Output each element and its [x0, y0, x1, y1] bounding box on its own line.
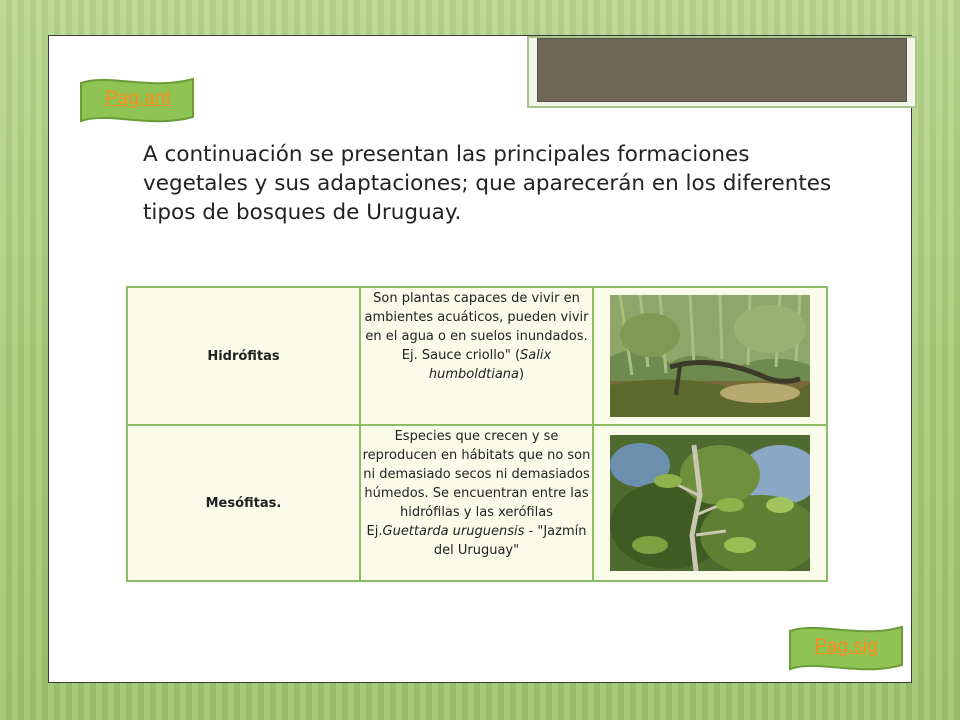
prev-page-link[interactable]: Pag.ant [105, 88, 171, 109]
formation-description: Son plantas capaces de vivir en ambientes acuáticos, pueden vivir en el agua o en suelos inundados. Ej. Sauce criollo" (Salix humboldtiana) [360, 287, 593, 425]
next-page-link[interactable]: Pag.sig [814, 636, 878, 657]
table-row [127, 287, 827, 425]
header-decoration [527, 36, 917, 108]
scientific-name: Guettarda uruguensis [382, 524, 525, 539]
formation-description: Especies que crecen y se reproducen en hábitats que no son ni demasiado secos ni demasiados húmedos. Se encuentran entre las hidrófilas y las xerófilas Ej.Guettarda uruguensis - "Jazmín del Uruguay" [360, 425, 593, 581]
table-row [127, 425, 827, 581]
formation-image-cell [593, 425, 827, 581]
formation-name: Hidrófitas [127, 287, 360, 425]
willow-tree-photo [610, 295, 810, 417]
next-page-ribbon[interactable] [788, 625, 904, 671]
intro-text: A continuación se presentan las principales formaciones vegetales y sus adaptaciones; que aparecerán en los diferentes tipos de bosques de Uruguay. [143, 142, 832, 225]
formation-image-cell [593, 287, 827, 425]
header-title-box [537, 38, 907, 102]
prev-page-ribbon[interactable] [79, 77, 195, 123]
scientific-name: Salix humboldtiana [428, 348, 552, 382]
formations-table [126, 286, 828, 582]
formation-name: Mesófitas. [127, 425, 360, 581]
jasmine-tree-photo [610, 435, 810, 571]
